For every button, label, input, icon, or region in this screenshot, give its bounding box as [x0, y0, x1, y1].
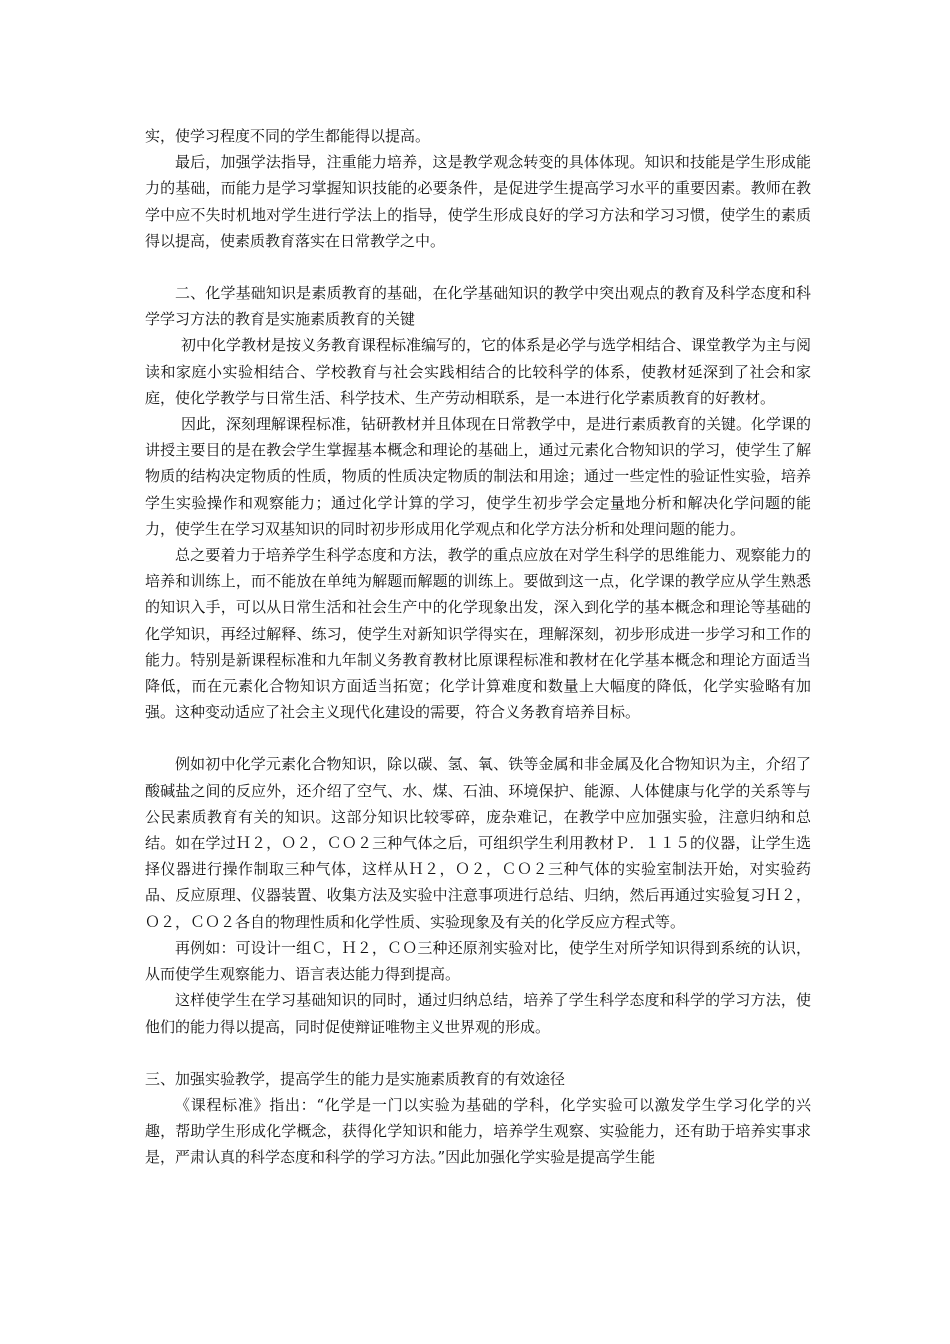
paragraph-gap	[145, 254, 811, 280]
paragraph-therefore: 因此，深刻理解课程标准，钻研教材并且体现在日常教学中，是进行素质教育的关键。化学课的讲授主要目的是在教会学生掌握基本概念和理论的基础上，通过元素化合物知识的学习，使学生了解物质的结构决定物质的性质，物质的性质决定物质的制法和用途；通过一些定性的验证性实验，培养学生实验操作和观察能力；通过化学计算的学习，使学生初步学会定量地分析和解决化学问题的能力，使学生在学习双基知识的同时初步形成用化学观点和化学方法分析和处理问题的能力。	[145, 415, 812, 538]
paragraph-summary: 总之要着力于培养学生科学态度和方法，教学的重点应放在对学生科学的思维能力、观察能力的培养和训练上，而不能放在单纯为解题而解题的训练上。要做到这一点，化学课的教学应从学生熟悉的知识入手，可以从日常生活和社会生产中的化学现象出发，深入到化学的基本概念和理论等基础的化学知识，再经过解释、练习，使学生对新知识学得实在，理解深刻，初步形成进一步学习和工作的能力。特别是新课程标准和九年制义务教育教材比原课程标准和教材在化学基本概念和理论方面适当降低，而在元素化合物知识方面适当拓宽；化学计算难度和数量上大幅度的降低，化学实验略有加强。这种变动适应了社会主义现代化建设的需要，符合义务教育培养目标。	[145, 546, 811, 722]
paragraph-textbook: 初中化学教材是按义务教育课程标准编写的，它的体系是必学与选学相结合、课堂教学为主与阅读和家庭小实验相结合、学校教育与社会实践相结合的比较科学的体系，使教材延深到了社会和家庭，使化学教学与日常生活、科学技术、生产劳动相联系，是一本进行化学素质教育的好教材。	[145, 336, 812, 407]
section-heading-3: 三、加强实验教学，提高学生的能力是实施素质教育的有效途径	[145, 1069, 566, 1088]
paragraph-example-1: 例如初中化学元素化合物知识，除以碳、氢、氧、铁等金属和非金属及化合物知识为主，介绍了酸碱盐之间的反应外，还介绍了空气、水、煤、石油、环境保护、能源、人体健康与化学的关系等与公民素质教育有关的知识。这部分知识比较零碎，庞杂难记，在教学中应加强实验，注意归纳和总结。如在学过Ｈ２，Ｏ２，ＣＯ２三种气体之后，可组织学生利用教材Ｐ．１１５的仪器，让学生选择仪器进行操作制取三种气体，这样从Ｈ２，Ｏ２，ＣＯ２三种气体的实验室制法开始，对实验药品、反应原理、仪器装置、收集方法及实验中注意事项进行总结、归纳，然后再通过实验复习Ｈ２，Ｏ２，ＣＯ２各自的物理性质和化学性质、实验现象及有关的化学反应方程式等。	[145, 755, 811, 931]
paragraph-final-point: 最后，加强学法指导，注重能力培养，这是教学观念转变的具体体现。知识和技能是学生形成能力的基础，而能力是学习掌握知识技能的必要条件，是促进学生提高学习水平的重要因素。教师在教学中应不失时机地对学生进行学法上的指导，使学生形成良好的学习方法和学习习惯，使学生的素质得以提高，使素质教育落实在日常教学之中。	[145, 153, 811, 250]
paragraph-continuation: 实，使学习程度不同的学生都能得以提高。	[145, 127, 431, 145]
paragraph-gap	[145, 1040, 811, 1066]
paragraph-gap	[145, 725, 811, 751]
paragraph-thus: 这样使学生在学习基础知识的同时，通过归纳总结，培养了学生科学态度和科学的学习方法，使他们的能力得以提高，同时促使辩证唯物主义世界观的形成。	[145, 991, 811, 1036]
document-page	[145, 123, 811, 1171]
paragraph-standard: 《课程标准》指出：“化学是一门以实验为基础的学科，化学实验可以激发学生学习化学的兴趣，帮助学生形成化学概念，获得化学知识和能力，培养学生观察、实验能力，还有助于培养实事求是，严肃认真的科学态度和科学的学习方法。”因此加强化学实验是提高学生能	[145, 1095, 811, 1167]
section-heading-2: 二、化学基础知识是素质教育的基础，在化学基础知识的教学中突出观点的教育及科学态度和科学学习方法的教育是实施素质教育的关键	[145, 284, 811, 329]
paragraph-example-2: 再例如：可设计一组Ｃ，Ｈ２，ＣＯ三种还原剂实验对比，使学生对所学知识得到系统的认识，从而使学生观察能力、语言表达能力得到提高。	[145, 938, 811, 984]
